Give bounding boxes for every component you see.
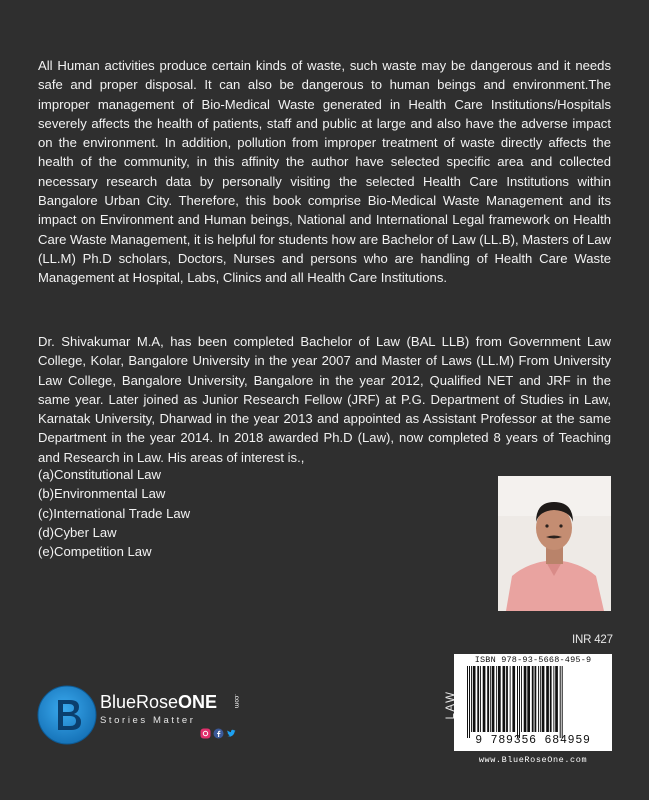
barcode-bar bbox=[496, 666, 497, 732]
twitter-icon[interactable] bbox=[226, 726, 237, 737]
barcode-bar bbox=[490, 666, 491, 732]
barcode-bar bbox=[477, 666, 479, 732]
barcode-bar bbox=[553, 666, 554, 732]
list-item: (d)Cyber Law bbox=[38, 524, 117, 540]
barcode-bar bbox=[473, 666, 476, 732]
barcode-bar bbox=[538, 666, 539, 732]
website-link[interactable]: www.BlueRoseOne.com bbox=[478, 755, 588, 765]
social-icons bbox=[200, 726, 237, 737]
publisher-name-part1: BlueRose bbox=[100, 692, 179, 712]
barcode-bar bbox=[535, 666, 537, 732]
barcode-bar bbox=[503, 666, 506, 732]
barcode-bar bbox=[527, 666, 530, 732]
barcode-bar bbox=[555, 666, 558, 732]
barcode-bar bbox=[550, 666, 552, 732]
barcode-bar bbox=[492, 666, 495, 732]
barcode-bar bbox=[519, 666, 520, 738]
isbn-label: ISBN 978-93-5668-495-9 bbox=[474, 655, 592, 665]
barcode-bar bbox=[469, 666, 470, 738]
isbn-digits: 9 789356 684959 bbox=[475, 734, 591, 747]
barcode-bar bbox=[524, 666, 527, 732]
barcode-bar bbox=[521, 666, 522, 732]
list-item: (e)Competition Law bbox=[38, 544, 152, 560]
list-item: (a)Constitutional Law bbox=[38, 467, 161, 482]
barcode-bar bbox=[542, 666, 545, 732]
barcode-bar bbox=[480, 666, 481, 732]
barcode-bar bbox=[506, 666, 508, 732]
instagram-icon[interactable] bbox=[200, 726, 211, 737]
barcode-bar bbox=[471, 666, 472, 732]
barcode-bar bbox=[512, 666, 515, 732]
barcode-bar bbox=[487, 666, 489, 732]
publisher-tagline: Stories Matter bbox=[100, 715, 196, 726]
publisher-name bbox=[100, 692, 240, 713]
facebook-icon[interactable] bbox=[213, 726, 224, 737]
barcode-bar bbox=[560, 666, 561, 738]
bluerose-logo-icon bbox=[36, 684, 98, 751]
price-label: INR 427 bbox=[572, 634, 613, 646]
author-bio: Dr. Shivakumar M.A, has been completed Bachelor of Law (BAL LLB) from Government Law College, Kolar, Bangalore University in the year 2007 and Master of Laws (LL.M) From University Law College, Bangalore University, Bangalore in the year 2012, Qualified NET and JRF in the same year. Later joined as Junior Research Fellow (JRF) at P.G. Department of Studies in Law, Karnatak University, Dharwad in the year 2013 and appointed as Assistant Professor at the same Department in the year 2014. In 2018 awarded Ph.D (Law), now completed 8 years of Teaching and Research in Law. His areas of interest is., bbox=[38, 334, 611, 465]
publisher-com: .com bbox=[233, 694, 240, 709]
list-item: (b)Environmental Law bbox=[38, 486, 166, 502]
list-item: (c)International Trade Law bbox=[38, 505, 191, 521]
publisher-name-part2: ONE bbox=[178, 692, 218, 712]
author-photo bbox=[498, 476, 611, 611]
barcode-bar bbox=[483, 666, 486, 732]
interests-list bbox=[38, 465, 190, 561]
barcode-bar bbox=[467, 666, 468, 738]
barcode bbox=[454, 654, 612, 751]
barcode-bar bbox=[562, 666, 563, 738]
barcode-bar bbox=[540, 666, 541, 732]
barcode-bar bbox=[510, 666, 511, 732]
barcode-bar bbox=[498, 666, 501, 732]
barcode-bar bbox=[546, 666, 549, 732]
category-label: LAW bbox=[445, 690, 457, 720]
barcode-bar bbox=[517, 666, 518, 738]
book-summary: All Human activities produce certain kinds of waste, such waste may be dangerous and it needs safe and proper disposal. It can also be dangerous to human beings and environment.The improper management of Bio-Medical Waste generated in Health Care Institutions/Hospitals severely affects the health of patients, staff and public at large and also have the adverse impact on the environment. In addition, pollution from improper treatment of waste directly affects the health of the community, in this affinity the author have selected specific area and collected necessary research data by personally visiting the selected Health Care Institutions within Bangalore Urban City. Therefore, this book comprise Bio-Medical Waste Management and its impact on Environment and Human beings, National and International Legal framework on Health Care Waste Management, it is helpful for students how are Bachelor of Law (LL.B), Masters of Law (LL.M) Ph.D scholars, Doctors, Nurses and persons who are handling of Health Care Waste Management at Hospital, Labs, Clinics and all Health Care Institutions. bbox=[38, 58, 611, 286]
barcode-bar bbox=[532, 666, 534, 732]
